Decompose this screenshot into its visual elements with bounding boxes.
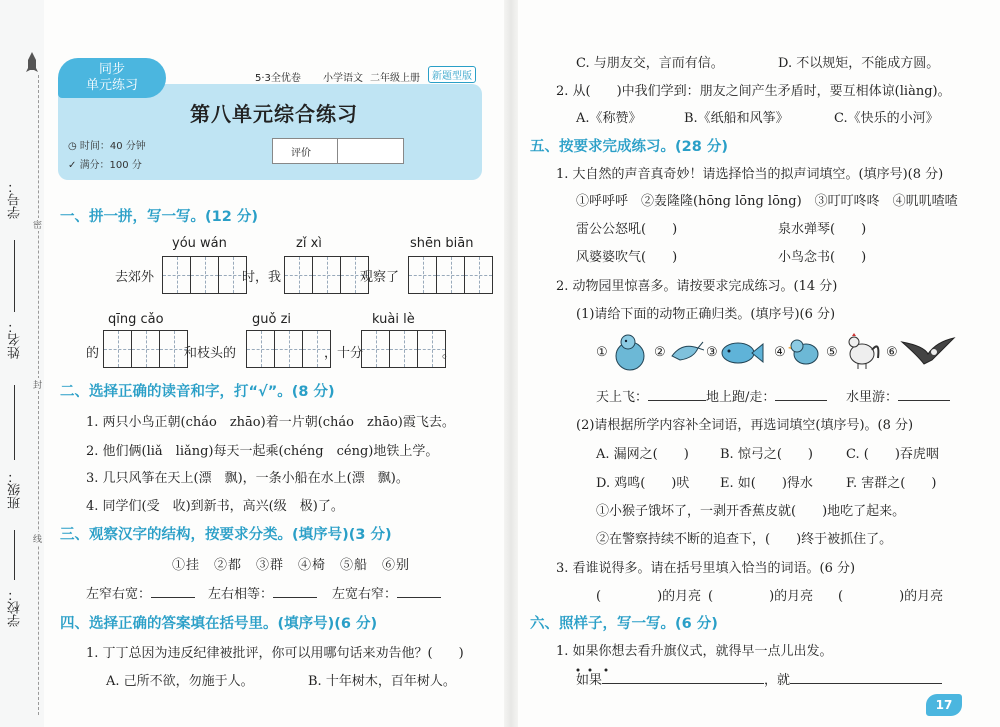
s5-water: 水里游： <box>846 386 950 405</box>
word-f: F. 害群之( ) <box>846 476 937 491</box>
series-label: 5·3全优卷 <box>255 73 301 84</box>
s3-answer-a: 左窄右宽： <box>86 583 195 602</box>
word-e: E. 如( )得水 <box>720 476 813 491</box>
s2-question-2: 2. 他们俩(liǎ liǎng)每天一起乘(chéng céng)地铁上学。 <box>86 444 439 459</box>
section-5-title: 五、按要求完成练习。(28 分) <box>530 139 728 155</box>
s1-text-4: 的 <box>86 346 100 361</box>
pinyin-kuaile: kuài lè <box>372 312 415 327</box>
subject-label: 小学语文 <box>323 73 363 84</box>
s1-text-2: 时，我 <box>242 270 282 285</box>
sky-blank[interactable] <box>648 400 706 401</box>
fill-sentence-1: ①小猴子饿坏了，一剥开香蕉皮就( )地吃了起来。 <box>596 504 906 519</box>
s2-question-3: 3. 几只风筝在天上(漂 飘)，一条小船在水上(漂 飘)。 <box>86 471 409 486</box>
evaluation-box[interactable] <box>272 138 404 164</box>
animal-3-num: ③ <box>706 345 718 360</box>
pinyin-shenbian: shēn biān <box>410 236 474 251</box>
check-icon: ✓ <box>68 160 80 171</box>
evaluation-label: 评价 <box>291 148 311 159</box>
s6-example: 1. 如果你想去看升旗仪式，就得早一点儿出发。 <box>556 644 833 659</box>
animal-4-num: ④ <box>774 345 786 360</box>
page-gutter <box>504 0 518 727</box>
s4-option-b: B. 十年树木，百年树人。 <box>308 674 456 689</box>
s4-option-d: D. 不以规矩，不能成方圆。 <box>778 56 940 71</box>
section-1-title: 一、拼一拼，写一写。(12 分) <box>60 209 258 225</box>
student-id-label: 学号： <box>8 180 23 219</box>
s5-question-1: 1. 大自然的声音真奇妙！请选择恰当的拟声词填空。(填序号)(8 分) <box>556 167 944 182</box>
clock-icon: ◷ <box>68 141 80 152</box>
seal-char: 密 <box>33 218 42 231</box>
name-label: 姓名： <box>8 320 23 359</box>
s4-option-c: C. 与朋友交，言而有信。 <box>576 56 724 71</box>
animal-5-num: ⑤ <box>826 345 838 360</box>
score-info: ✓ 满分：100 分 <box>68 160 142 171</box>
section-4-title: 四、选择正确的答案填在括号里。(填序号)(6 分) <box>60 616 378 632</box>
s1-text-5: 和枝头的 <box>184 346 237 361</box>
animal-6-num: ⑥ <box>886 345 898 360</box>
eagle-icon <box>900 334 956 372</box>
pinyin-guozi: guǒ zi <box>252 312 292 327</box>
moon-item-2: ( )的月亮 <box>708 589 814 604</box>
writing-grid-1[interactable] <box>162 256 247 294</box>
s5-question-2: 2. 动物园里惊喜多。请按要求完成练习。(14 分) <box>556 279 838 294</box>
edition-tag: 新题型版 <box>428 66 476 83</box>
writing-grid-4[interactable] <box>103 330 188 368</box>
s4-option-a: A. 己所不欲，勿施于人。 <box>106 674 254 689</box>
binding-strip <box>0 0 44 727</box>
s3-blank-c[interactable] <box>397 597 441 598</box>
writing-grid-2[interactable] <box>284 256 369 294</box>
s5-q1-options: ①呼呼呼 ②轰隆隆(hōng lōng lōng) ③叮叮咚咚 ④叽叽喳喳 <box>576 194 958 209</box>
s3-options: ①挂 ②都 ③群 ④椅 ⑤船 ⑥别 <box>172 558 411 573</box>
s1-text-1: 去郊外 <box>115 270 155 285</box>
pinyin-youwan: yóu wán <box>172 236 227 251</box>
word-b: B. 惊弓之( ) <box>720 447 813 462</box>
grade-label: 二年级上册 <box>370 73 420 84</box>
s3-answer-b: 左右相等： <box>208 583 317 602</box>
rocket-icon <box>26 52 38 74</box>
page-title: 第八单元综合练习 <box>190 102 358 126</box>
s3-blank-a[interactable] <box>151 597 195 598</box>
s3-blank-b[interactable] <box>273 597 317 598</box>
pinyin-zixi: zǐ xì <box>296 236 322 251</box>
s6-answer: 如果 ，就 <box>576 669 942 688</box>
moon-item-1: ( )的月亮 <box>596 589 702 604</box>
s1-text-3: 观察了 <box>360 270 400 285</box>
s2-question-1: 1. 两只小鸟正朝(cháo zhāo)着一片朝(cháo zhāo)霞飞去。 <box>86 415 455 430</box>
s2-question-4: 4. 同学们(受 收)到新书，高兴(级 极)了。 <box>86 499 344 514</box>
s5-question-3: 3. 看谁说得多。请在括号里填入恰当的词语。(6 分) <box>556 561 856 576</box>
bird-icon <box>788 336 822 372</box>
gorilla-icon <box>610 332 650 376</box>
s6-blank-1[interactable] <box>602 683 764 684</box>
s4-q2-option-a: A.《称赞》 <box>576 111 642 126</box>
feng-char: 封 <box>33 378 42 391</box>
shrimp-icon <box>668 338 704 370</box>
pinyin-qingcao: qīng cǎo <box>108 312 164 327</box>
s1-text-7: 。 <box>442 346 456 361</box>
word-d: D. 鸡鸣( )吠 <box>596 476 690 491</box>
xian-char: 线 <box>33 532 42 545</box>
class-label: 班级： <box>8 470 23 509</box>
s5-land: 地上跑/走： <box>706 386 827 405</box>
section-6-title: 六、照样子，写一写。(6 分) <box>530 616 718 632</box>
s5-q2-sub-1: (1)请给下面的动物正确归类。(填序号)(6 分) <box>576 307 836 322</box>
s5-sky: 天上飞： <box>596 386 706 405</box>
writing-grid-5[interactable] <box>246 330 331 368</box>
s5-q1-b: 泉水弹琴( ) <box>778 222 867 237</box>
s3-answer-c: 左宽右窄： <box>332 583 441 602</box>
school-label: 学校： <box>8 588 23 627</box>
word-c: C. ( )吞虎咽 <box>846 447 939 462</box>
s4-q2-option-c: C.《快乐的小河》 <box>834 111 939 126</box>
water-blank[interactable] <box>898 400 950 401</box>
s4-question-1: 1. 丁丁总因为违反纪律被批评，你可以用哪句话来劝告他？( ) <box>86 646 464 661</box>
s4-question-2: 2. 从( )中我们学到：朋友之间产生矛盾时，要互相体谅(liàng)。 <box>556 84 951 99</box>
page-number-badge: 17 <box>926 694 962 716</box>
fill-sentence-2: ②在警察持续不断的追查下，( )终于被抓住了。 <box>596 532 893 547</box>
animal-1-num: ① <box>596 345 608 360</box>
sync-badge: 同步 单元练习 <box>58 58 166 98</box>
s1-text-6: ，十分 <box>324 346 364 361</box>
word-a: A. 漏网之( ) <box>596 447 689 462</box>
moon-item-3: ( )的月亮 <box>838 589 944 604</box>
fish-icon <box>720 340 764 370</box>
section-2-title: 二、选择正确的读音和字，打“√”。(8 分) <box>60 384 335 400</box>
time-info: ◷ 时间：40 分钟 <box>68 141 146 152</box>
section-3-title: 三、观察汉字的结构，按要求分类。(填序号)(3 分) <box>60 527 392 543</box>
s5-q2-sub-2: (2)请根据所学内容补全词语，再选词填空(填序号)。(8 分) <box>576 418 914 433</box>
s5-q1-a: 雷公公怒吼( ) <box>576 222 678 237</box>
emphasis-dots <box>576 657 610 661</box>
s6-blank-2[interactable] <box>790 683 942 684</box>
rooster-icon <box>842 330 882 374</box>
s4-q2-option-b: B.《纸船和风筝》 <box>684 111 789 126</box>
s5-q1-c: 风婆婆吹气( ) <box>576 250 678 265</box>
writing-grid-3[interactable] <box>408 256 493 294</box>
s5-q1-d: 小鸟念书( ) <box>778 250 867 265</box>
writing-grid-6[interactable] <box>361 330 446 368</box>
land-blank[interactable] <box>775 400 827 401</box>
animal-2-num: ② <box>654 345 666 360</box>
binding-dashed-line <box>38 75 39 715</box>
